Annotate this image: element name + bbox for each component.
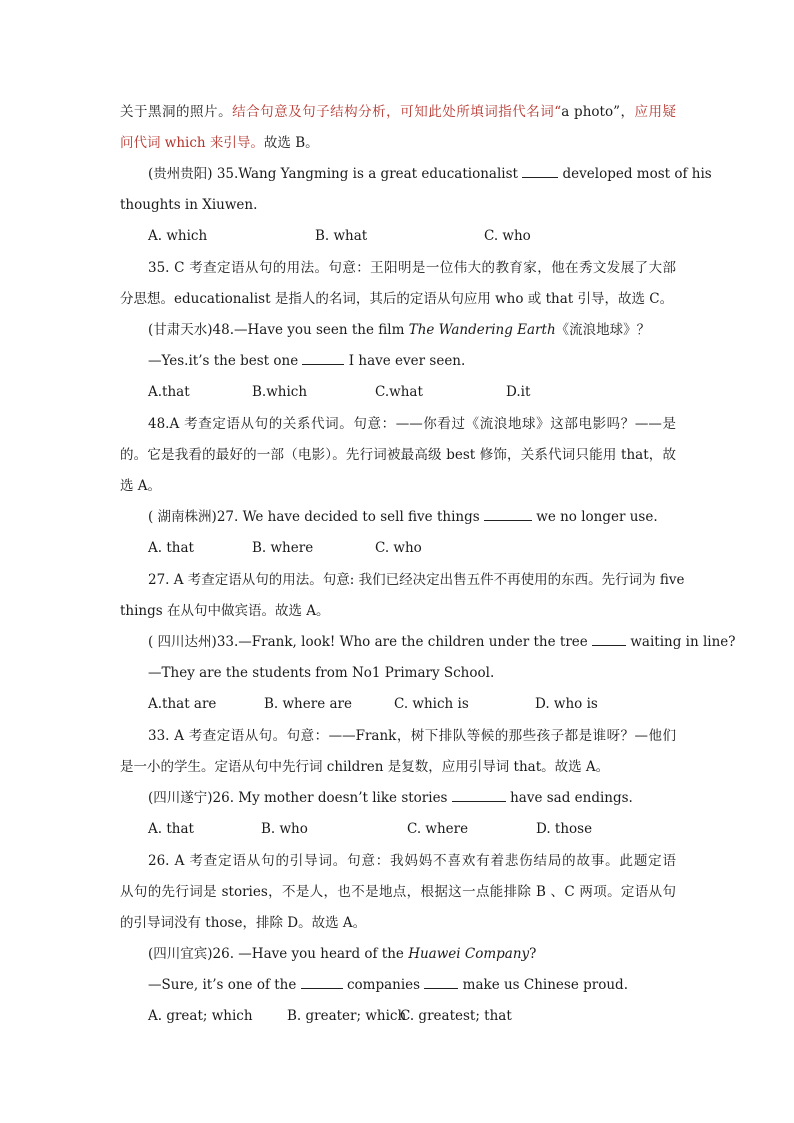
film-title: The Wandering Earth: [408, 322, 556, 338]
prev-expl-line-2: [120, 131, 676, 155]
prev-expl-text: 问代词: [120, 135, 161, 151]
question-text: 26. My mother doesn’t like stories: [212, 790, 448, 806]
option-c: C. who: [484, 228, 531, 244]
question-text: Wang Yangming is a great educationalist: [238, 166, 518, 182]
question-source: ( 湖南株洲): [148, 509, 217, 525]
answer-blank: [522, 163, 558, 178]
option-a: A. which: [148, 228, 208, 244]
q48-options: [148, 380, 676, 404]
option-a: A.that: [148, 384, 190, 400]
q27-expl-line-1: [148, 568, 685, 592]
prev-expl-text: ”，: [613, 104, 635, 120]
option-c: C.what: [375, 384, 423, 400]
option-b: B. what: [315, 228, 368, 244]
q48-stem-line-1: [148, 318, 676, 342]
question-text: 《流浪地球》？: [555, 322, 651, 338]
option-b: B. where are: [264, 696, 352, 712]
explanation-text: 从句的先行词是 stories，不是人，也不是地点，根据这一点能排除 B 、C 两项。定语从句: [120, 884, 676, 900]
q26a-expl-line-1: [148, 849, 676, 873]
q26a-expl-line-2: [120, 880, 676, 904]
question-source: (甘肃天水): [148, 322, 213, 338]
q26a-stem: [148, 786, 676, 810]
q26b-options: [148, 1004, 676, 1028]
prev-expl-text: 应用疑: [634, 104, 677, 120]
question-source: (四川宜宾): [148, 946, 213, 962]
explanation-text: 33. A 考查定语从句。句意：——Frank，树下排队等候的那些孩子都是谁呀？—他们: [148, 728, 676, 744]
question-text: thoughts in Xiuwen.: [120, 197, 258, 213]
question-source: ( 四川达州): [148, 634, 217, 650]
option-d: D. those: [536, 821, 593, 837]
option-b: B. who: [261, 821, 308, 837]
prev-expl-line-1: [120, 100, 676, 124]
question-text: waiting in line?: [630, 634, 736, 650]
q33-expl-line-2: [120, 755, 676, 779]
option-d: D. who is: [535, 696, 598, 712]
question-text: —Sure, it’s one of the: [148, 977, 297, 993]
question-text: —Yes.it’s the best one: [148, 353, 299, 369]
explanation-text: 是一小的学生。定语从句中先行词 children 是复数，应用引导词 that。故选 A。: [120, 759, 610, 775]
option-c: C. which is: [394, 696, 469, 712]
option-c: C. greatest; that: [400, 1008, 512, 1024]
answer-blank: [484, 506, 532, 521]
explanation-text: 的引导词没有 those，排除 D。故选 A。: [120, 915, 367, 931]
q35-expl-line-2: [120, 287, 676, 311]
q48-expl-line-3: [120, 474, 676, 498]
option-b: B. greater; which: [287, 1008, 407, 1024]
question-text: have sad endings.: [510, 790, 633, 806]
question-text: make us Chinese proud.: [462, 977, 628, 993]
q35-stem-line-2: [120, 193, 676, 217]
option-a: A. that: [148, 540, 194, 556]
explanation-text: 的。它是我看的最好的一部（电影）。先行词被最高级 best 修饰，关系代词只能用 that，故: [120, 447, 676, 463]
question-source: (四川遂宁): [148, 790, 213, 806]
prev-expl-text: 来引导。: [209, 135, 264, 151]
option-b: B.which: [252, 384, 308, 400]
option-c: C. who: [375, 540, 422, 556]
q33-options: [148, 692, 676, 716]
q26b-stem-line-2: [148, 973, 676, 997]
question-text: we no longer use.: [536, 509, 658, 525]
option-c: C. where: [407, 821, 469, 837]
q33-expl-line-1: [148, 724, 676, 748]
question-text: 27. We have decided to sell five things: [216, 509, 480, 525]
option-d: D.it: [506, 384, 531, 400]
q35-stem-line-1: [148, 162, 712, 186]
explanation-text: 分思想。educationalist 是指人的名词，其后的定语从句应用 who 或 that 引导，故选 C。: [120, 291, 674, 307]
q35-options: [148, 224, 676, 248]
question-text: developed most of his: [562, 166, 712, 182]
answer-blank: [301, 974, 343, 989]
answer-blank: [592, 631, 626, 646]
question-text: 33.—Frank, look! Who are the children under the tree: [216, 634, 588, 650]
option-a: A.that are: [148, 696, 217, 712]
q33-stem-line-1: [148, 630, 736, 654]
option-a: A. that: [148, 821, 194, 837]
prev-expl-text: which: [160, 135, 210, 151]
question-text: 48.—Have you seen the film: [212, 322, 409, 338]
q48-expl-line-1: [148, 412, 676, 436]
question-text: 26. —Have you heard of the: [212, 946, 409, 962]
q26a-expl-line-3: [120, 911, 676, 935]
answer-blank: [452, 787, 506, 802]
prev-expl-text: 故选 B。: [263, 135, 319, 151]
prev-expl-text: 结合句意及句子结构分析，可知此处所填词指代名词“: [232, 104, 562, 120]
q48-stem-line-2: [148, 349, 676, 373]
answer-blank: [424, 974, 458, 989]
q48-expl-line-2: [120, 443, 676, 467]
explanation-text: 27. A 考查定语从句的用法。句意: 我们已经决定出售五件不再使用的东西。先行词为 five: [148, 572, 685, 588]
company-name: Huawei Company: [408, 946, 530, 962]
option-b: B. where: [252, 540, 314, 556]
q27-options: [148, 536, 676, 560]
question-source: (贵州贵阳) 35.: [148, 166, 239, 182]
question-text: ?: [529, 946, 537, 962]
question-text: I have ever seen.: [348, 353, 466, 369]
question-text: —They are the students from No1 Primary School.: [148, 665, 495, 681]
q26a-options: [148, 817, 676, 841]
q26b-stem-line-1: [148, 942, 676, 966]
explanation-text: 选 A。: [120, 478, 162, 494]
prev-expl-text: a photo: [561, 104, 614, 120]
q33-stem-line-2: [148, 661, 676, 685]
answer-blank: [302, 350, 344, 365]
explanation-text: things 在从句中做宾语。故选 A。: [120, 603, 330, 619]
prev-expl-text: 关于黑洞的照片。: [120, 104, 233, 120]
explanation-text: 26. A 考查定语从句的引导词。句意：我妈妈不喜欢有着悲伤结局的故事。此题定语: [148, 853, 676, 869]
question-text: companies: [346, 977, 421, 993]
option-a: A. great; which: [148, 1008, 253, 1024]
q27-stem: [148, 505, 676, 529]
explanation-text: 35. C 考查定语从句的用法。句意：王阳明是一位伟大的教育家，他在秀文发展了大部: [148, 260, 676, 276]
explanation-text: 48.A 考查定语从句的关系代词。句意：——你看过《流浪地球》这部电影吗？——是: [148, 416, 676, 432]
q27-expl-line-2: [120, 599, 676, 623]
q35-expl-line-1: [148, 256, 676, 280]
